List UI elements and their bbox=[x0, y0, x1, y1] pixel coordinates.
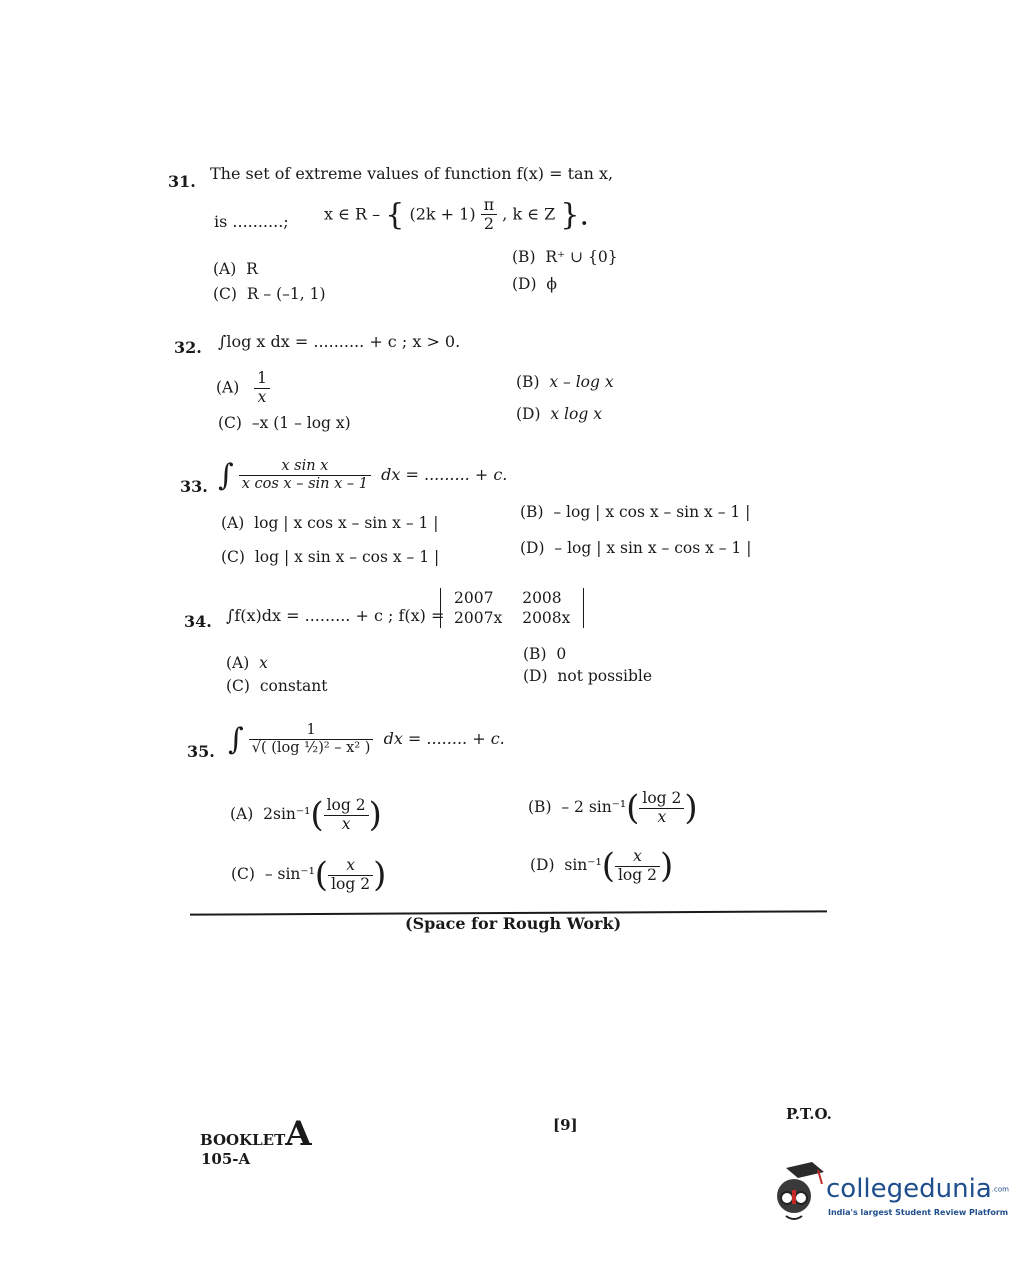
booklet-code: 105-A bbox=[201, 1150, 251, 1168]
q34-option-d: (D) not possible bbox=[523, 667, 653, 685]
collegedunia-tagline: India's largest Student Review Platform bbox=[828, 1208, 1009, 1217]
booklet-label: BOOKLETA bbox=[200, 1114, 312, 1154]
integral-sign: ∫ bbox=[228, 722, 244, 757]
please-turn-over: P.T.O. bbox=[786, 1105, 832, 1123]
q35-option-c: (C) – sin⁻¹( $\frac{x}{\log 2}$ ) bbox=[231, 855, 387, 895]
q34-option-a: (A) x bbox=[226, 654, 268, 672]
question-31-domain bbox=[324, 196, 589, 234]
pi-over-two: $\frac{\pi}{2}$ bbox=[481, 196, 498, 234]
q32-option-a: (A) $\frac{1}{x}$ bbox=[216, 370, 270, 407]
question-34-number: 34. bbox=[184, 612, 212, 631]
q32-option-c: (C) –x (1 – log x) bbox=[218, 414, 351, 432]
question-35-expression bbox=[228, 722, 505, 757]
question-33-number: 33. bbox=[180, 477, 208, 496]
q32-option-d: (D) x log x bbox=[516, 405, 602, 423]
collegedunia-wordmark: collegedunia.com bbox=[826, 1174, 1009, 1204]
q34-option-b: (B) 0 bbox=[523, 645, 567, 663]
question-35-number: 35. bbox=[187, 742, 215, 761]
q31-option-a: (A) R bbox=[213, 260, 258, 278]
q33-option-b: (B) – log | x cos x – sin x – 1 | bbox=[520, 503, 751, 521]
domain-prefix: x ∈ R – bbox=[324, 204, 381, 224]
q35-option-a: (A) 2sin⁻¹( $\frac{\log 2}{x}$ ) bbox=[230, 795, 382, 835]
q34-determinant: 2007 2008 2007x 2008x bbox=[440, 588, 584, 628]
domain-close-brace: }. bbox=[560, 197, 589, 233]
q31-option-c: (C) R – (–1, 1) bbox=[213, 285, 326, 303]
question-34-stem: ∫f(x)dx = ......... + c ; f(x) = bbox=[226, 606, 445, 625]
q34-option-c: (C) constant bbox=[226, 677, 328, 695]
q33-option-a: (A) log | x cos x – sin x – 1 | bbox=[221, 514, 439, 532]
domain-inner-a: (2k + 1) bbox=[409, 204, 476, 224]
domain-inner-b: , k ∈ Z bbox=[502, 204, 556, 224]
question-33-expression bbox=[218, 458, 507, 493]
question-31-number: 31. bbox=[168, 172, 196, 191]
rough-work-label: (Space for Rough Work) bbox=[405, 914, 622, 933]
question-32-number: 32. bbox=[174, 338, 202, 357]
q35-fraction: $\frac{1}{\text{√( (log ½)² – x² )}}$ bbox=[249, 722, 374, 756]
q35-tail: dx = ........ + c. bbox=[383, 729, 505, 748]
q32-option-b: (B) x – log x bbox=[516, 373, 614, 391]
page-number: [9] bbox=[553, 1116, 578, 1134]
q35-option-b: (B) – 2 sin⁻¹( $\frac{\log 2}{x}$ ) bbox=[528, 788, 698, 828]
q31-option-b: (B) R⁺ ∪ {0} bbox=[512, 248, 618, 266]
question-32-stem: ∫log x dx = .......... + c ; x > 0. bbox=[218, 332, 461, 351]
collegedunia-mascot-icon bbox=[768, 1162, 828, 1228]
q35-option-d: (D) sin⁻¹( $\frac{x}{\log 2}$ ) bbox=[530, 846, 674, 886]
q33-option-c: (C) log | x sin x – cos x – 1 | bbox=[221, 548, 440, 566]
q31-option-d: (D) ϕ bbox=[512, 275, 557, 293]
question-31-is: is ..........; bbox=[214, 212, 289, 231]
q33-fraction: $\frac{\text{x sin x}}{\text{x cos x – sin x – 1}}$ bbox=[239, 458, 371, 492]
booklet-letter: A bbox=[285, 1114, 312, 1154]
q33-option-d: (D) – log | x sin x – cos x – 1 | bbox=[520, 539, 752, 557]
domain-open-brace: { bbox=[385, 197, 405, 233]
q33-tail: dx = ......... + c. bbox=[381, 465, 508, 484]
integral-sign: ∫ bbox=[218, 458, 234, 493]
question-31-stem: The set of extreme values of function f(x) = tan x, bbox=[210, 164, 614, 183]
